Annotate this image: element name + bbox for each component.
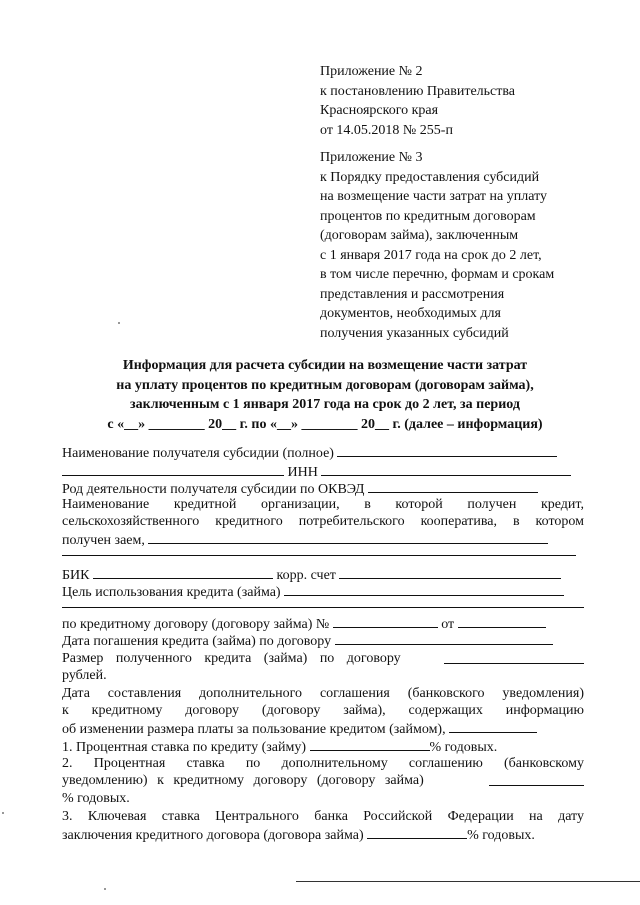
corr-account-label: корр. счет [276,568,336,583]
appendix-2-header [320,62,515,140]
item-3-unit: % годовых. [467,828,535,843]
contract-from-label: от [441,617,455,632]
recipient-name-field[interactable] [337,443,557,457]
credit-org-label-end: получен заем, [62,533,145,548]
appendix-3-line: процентов по кредитным договорам [320,208,536,224]
appendix-2-line: от 14.05.2018 № 255-п [320,122,453,138]
inn-field[interactable] [321,462,571,476]
appendix-3-line: к Порядку предоставления субсидий [320,169,540,185]
item-1-unit: % годовых. [429,740,498,755]
corr-account-field[interactable] [339,565,561,579]
credit-org-line-2: сельскохозяйственного кредитного потребительского кооператива, в котором [62,514,584,529]
title-line: на уплату процентов по кредитным договорам (договорам займа), [116,377,534,393]
appendix-3-line: в том числе перечню, формам и срокам [320,267,555,282]
credit-org-row [62,530,548,549]
document-title [60,356,590,434]
item-1-row [62,737,497,756]
appendix-2-line: к постановлению Правительства [320,83,516,99]
amount-field[interactable] [444,650,584,664]
appendix-3-line: Приложение № 3 [320,150,423,165]
appendix-3-line: представления и рассмотрения [320,286,505,302]
supplement-date-row [62,719,537,738]
okved-label: Род деятельности получателя субсидии по ОКВЭД [62,482,365,497]
recipient-name-continuation-field[interactable] [62,462,284,476]
appendix-3-line: с 1 января 2017 года на срок до 2 лет, [320,247,542,263]
item-1-label: 1. Процентная ставка по кредиту (займу) [62,740,306,755]
repayment-date-label: Дата погашения кредита (займа) по договору [62,634,332,649]
repayment-date-field[interactable] [335,631,553,645]
supplement-line-1: Дата составления дополнительного соглашения (банковского уведомления) [62,686,584,701]
credit-org-line-1: Наименование кредитной организации, в которой получен кредит, [62,497,584,512]
purpose-row [62,582,564,601]
amount-currency: рублей. [62,668,107,683]
appendix-3-line: на возмещение части затрат на уплату [320,189,548,204]
contract-no-field[interactable] [333,614,438,628]
item-3-label: заключения кредитного договора (договора займа) [62,828,364,843]
recipient-name-label: Наименование получателя субсидии (полное) [62,446,334,461]
inn-label: ИНН [287,465,318,480]
item-2-unit: % годовых. [62,791,130,806]
credit-org-field[interactable] [148,530,548,544]
title-line: с «__» ________ 20__ г. по «__» ________ 20__ г. (далее – информация) [107,416,543,432]
item-2-line-1: 2. Процентная ставка по дополнительному соглашению (банковскому [62,756,584,771]
item-3-row [62,825,535,844]
supplement-label-end: об изменении размера платы за пользование кредитом (займом), [62,722,446,737]
purpose-field[interactable] [284,582,564,596]
scan-speck [104,888,106,890]
amount-label: Размер полученного кредита (займа) по договору [62,651,401,666]
appendix-3-line: получения указанных субсидий [320,325,509,341]
appendix-3-header [320,148,554,343]
bik-field[interactable] [93,565,273,579]
amount-row [62,650,584,667]
appendix-3-line: документов, необходимых для [320,306,501,321]
item-2-label: уведомлению) к кредитному договору (договору займа) [62,773,424,788]
contract-no-label: по кредитному договору (договору займа) № [62,617,330,632]
bik-label: БИК [62,568,90,583]
appendix-2-line: Приложение № 2 [320,64,423,79]
supplement-date-field[interactable] [449,719,537,733]
item-2-row [62,772,584,789]
purpose-continuation-field[interactable] [62,607,584,608]
item-3-rate-field[interactable] [367,825,467,839]
scan-speck [2,812,4,814]
item-2-rate-field[interactable] [489,772,584,786]
appendix-3-line: (договорам займа), заключенным [320,228,519,243]
supplement-line-2: к кредитному договору (договору займа), содержащих информацию [62,703,584,718]
credit-org-continuation-field[interactable] [62,555,576,556]
item-3-line-1: 3. Ключевая ставка Центрального банка Российской Федерации на дату [62,809,584,824]
purpose-label: Цель использования кредита (займа) [62,585,281,600]
okved-field[interactable] [368,479,538,493]
recipient-name-row [62,443,557,462]
title-line: Информация для расчета субсидии на возмещение части затрат [122,358,528,373]
item-1-rate-field[interactable] [310,737,430,751]
appendix-2-line: Красноярского края [320,103,439,118]
title-line: заключенным с 1 января 2017 года на срок до 2 лет, за период [130,397,520,412]
scan-speck [118,322,120,324]
scan-edge-line [296,881,640,882]
contract-date-field[interactable] [458,614,546,628]
repayment-row [62,631,553,650]
